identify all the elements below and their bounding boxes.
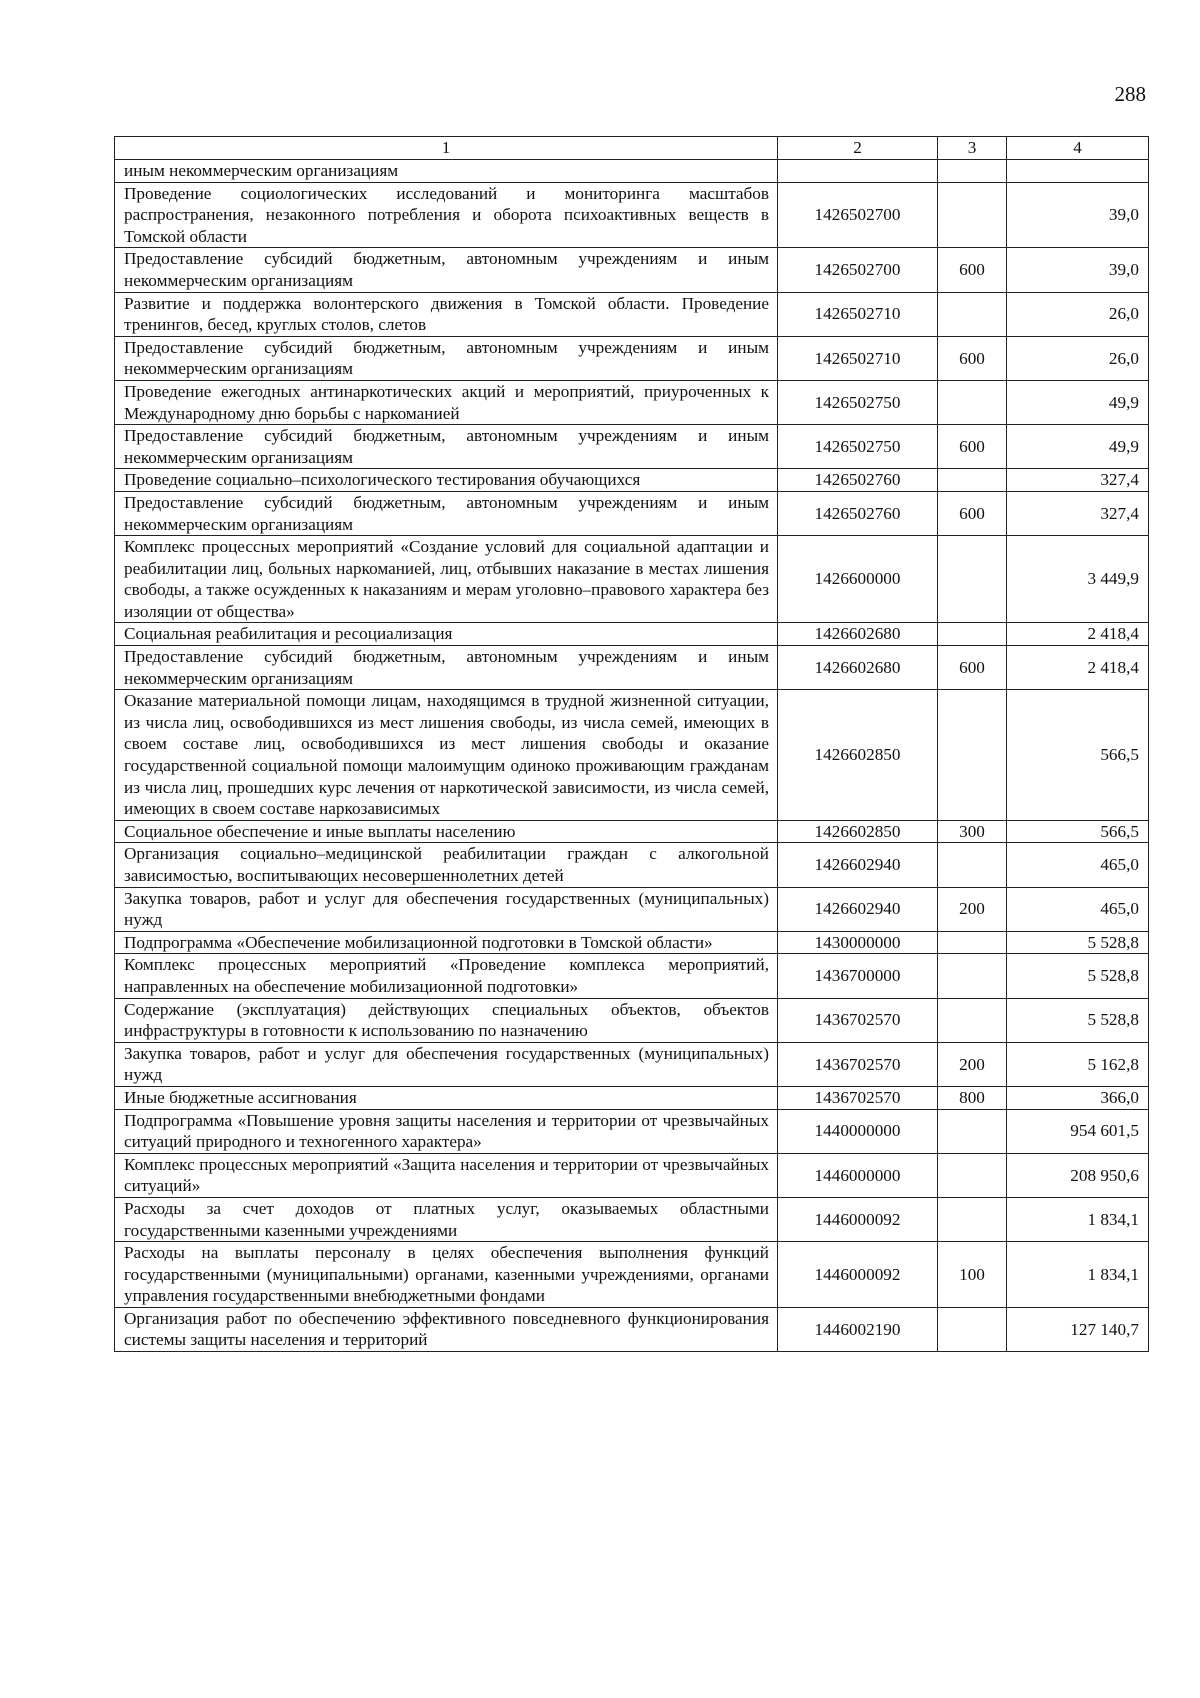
- row-type-cell: 300: [938, 820, 1007, 843]
- row-type-cell: [938, 182, 1007, 248]
- row-name-cell: Расходы за счет доходов от платных услуг, оказываемых областными государственными казенными учреждениями: [115, 1197, 778, 1241]
- row-name-cell: Оказание материальной помощи лицам, находящимся в трудной жизненной ситуации, из числа лиц, освободившихся из мест лишения свободы, из числа семей, имеющих в своем составе лиц, освободившихся из мест лишения свободы и оказание государственной социальной помощи малоимущим одиноко проживающим гражданам из числа лиц, прошедших курс лечения от наркотической зависимости, из числа семей, имеющих в своем составе наркозависимых: [115, 690, 778, 821]
- row-code-cell: 1426602680: [778, 623, 938, 646]
- header-row: [115, 137, 1149, 160]
- row-code-cell: 1436700000: [778, 954, 938, 998]
- row-type-cell: [938, 469, 1007, 492]
- row-type-cell: [938, 292, 1007, 336]
- row-code-cell: 1426602850: [778, 690, 938, 821]
- row-code-cell: 1436702570: [778, 1042, 938, 1086]
- row-type-cell: 600: [938, 248, 1007, 292]
- table-row: [115, 1109, 1149, 1153]
- row-amount-cell: 49,9: [1007, 425, 1149, 469]
- row-name-cell: Проведение социально–психологического тестирования обучающихся: [115, 469, 778, 492]
- row-amount-cell: 5 162,8: [1007, 1042, 1149, 1086]
- row-name-cell: Иные бюджетные ассигнования: [115, 1086, 778, 1109]
- row-code-cell: 1436702570: [778, 1086, 938, 1109]
- row-amount-cell: 327,4: [1007, 469, 1149, 492]
- row-amount-cell: 2 418,4: [1007, 646, 1149, 690]
- table-row: [115, 248, 1149, 292]
- row-type-cell: 600: [938, 425, 1007, 469]
- table-row: [115, 1197, 1149, 1241]
- row-code-cell: 1426602680: [778, 646, 938, 690]
- row-type-cell: [938, 623, 1007, 646]
- row-type-cell: 100: [938, 1242, 1007, 1308]
- row-type-cell: [938, 1197, 1007, 1241]
- row-name-cell: Содержание (эксплуатация) действующих специальных объектов, объектов инфраструктуры в готовности к использованию по назначению: [115, 998, 778, 1042]
- row-amount-cell: 465,0: [1007, 887, 1149, 931]
- row-code-cell: 1436702570: [778, 998, 938, 1042]
- row-name-cell: Развитие и поддержка волонтерского движения в Томской области. Проведение тренингов, бесед, круглых столов, слетов: [115, 292, 778, 336]
- row-code-cell: 1430000000: [778, 931, 938, 954]
- table-row: [115, 1242, 1149, 1308]
- row-code-cell: 1426502710: [778, 292, 938, 336]
- row-code-cell: 1446002190: [778, 1307, 938, 1351]
- row-amount-cell: 366,0: [1007, 1086, 1149, 1109]
- table-row: [115, 1153, 1149, 1197]
- row-amount-cell: 39,0: [1007, 182, 1149, 248]
- row-code-cell: 1426502750: [778, 380, 938, 424]
- row-type-cell: [938, 843, 1007, 887]
- table-row: [115, 491, 1149, 535]
- row-name-cell: Закупка товаров, работ и услуг для обеспечения государственных (муниципальных) нужд: [115, 1042, 778, 1086]
- row-type-cell: [938, 536, 1007, 623]
- row-amount-cell: 1 834,1: [1007, 1242, 1149, 1308]
- row-type-cell: [938, 931, 1007, 954]
- row-amount-cell: 49,9: [1007, 380, 1149, 424]
- row-code-cell: 1426502700: [778, 248, 938, 292]
- row-type-cell: [938, 1109, 1007, 1153]
- row-name-cell: иным некоммерческим организациям: [115, 160, 778, 183]
- row-name-cell: Социальное обеспечение и иные выплаты населению: [115, 820, 778, 843]
- row-name-cell: Закупка товаров, работ и услуг для обеспечения государственных (муниципальных) нужд: [115, 887, 778, 931]
- row-type-cell: [938, 380, 1007, 424]
- row-type-cell: 200: [938, 1042, 1007, 1086]
- row-code-cell: 1446000000: [778, 1153, 938, 1197]
- row-name-cell: Организация работ по обеспечению эффективного повседневного функционирования системы защиты населения и территорий: [115, 1307, 778, 1351]
- row-name-cell: Предоставление субсидий бюджетным, автономным учреждениям и иным некоммерческим организациям: [115, 646, 778, 690]
- row-amount-cell: 1 834,1: [1007, 1197, 1149, 1241]
- table-row: [115, 1086, 1149, 1109]
- page-number: 288: [1114, 82, 1146, 106]
- row-amount-cell: 26,0: [1007, 336, 1149, 380]
- row-name-cell: Комплекс процессных мероприятий «Защита населения и территории от чрезвычайных ситуаций»: [115, 1153, 778, 1197]
- table-row: [115, 931, 1149, 954]
- table-row: [115, 690, 1149, 821]
- row-type-cell: 800: [938, 1086, 1007, 1109]
- row-code-cell: 1446000092: [778, 1242, 938, 1308]
- row-code-cell: 1426502700: [778, 182, 938, 248]
- row-type-cell: 200: [938, 887, 1007, 931]
- row-name-cell: Проведение социологических исследований и мониторинга масштабов распространения, незаконного потребления и оборота психоактивных веществ в Томской области: [115, 182, 778, 248]
- table-row: [115, 843, 1149, 887]
- row-type-cell: 600: [938, 336, 1007, 380]
- header-column-3: 3: [938, 137, 1007, 160]
- table-row: [115, 887, 1149, 931]
- row-code-cell: 1426502750: [778, 425, 938, 469]
- row-amount-cell: 208 950,6: [1007, 1153, 1149, 1197]
- table-row: [115, 646, 1149, 690]
- table-row: [115, 536, 1149, 623]
- row-amount-cell: [1007, 160, 1149, 183]
- row-amount-cell: 2 418,4: [1007, 623, 1149, 646]
- row-type-cell: [938, 690, 1007, 821]
- table-body: [115, 160, 1149, 1352]
- header-column-1: 1: [115, 137, 778, 160]
- row-code-cell: 1426502760: [778, 491, 938, 535]
- row-amount-cell: 39,0: [1007, 248, 1149, 292]
- row-name-cell: Проведение ежегодных антинаркотических акций и мероприятий, приуроченных к Международному дню борьбы с наркоманией: [115, 380, 778, 424]
- row-name-cell: Подпрограмма «Обеспечение мобилизационной подготовки в Томской области»: [115, 931, 778, 954]
- table-row: [115, 469, 1149, 492]
- row-amount-cell: 5 528,8: [1007, 998, 1149, 1042]
- table-row: [115, 425, 1149, 469]
- row-code-cell: 1426600000: [778, 536, 938, 623]
- table-row: [115, 1042, 1149, 1086]
- table-row: [115, 820, 1149, 843]
- header-column-2: 2: [778, 137, 938, 160]
- budget-table: [114, 136, 1149, 1352]
- row-code-cell: 1426502760: [778, 469, 938, 492]
- row-code-cell: 1426602940: [778, 843, 938, 887]
- row-code-cell: 1440000000: [778, 1109, 938, 1153]
- row-amount-cell: 3 449,9: [1007, 536, 1149, 623]
- table-row: [115, 1307, 1149, 1351]
- row-amount-cell: 5 528,8: [1007, 954, 1149, 998]
- row-type-cell: 600: [938, 491, 1007, 535]
- row-name-cell: Предоставление субсидий бюджетным, автономным учреждениям и иным некоммерческим организациям: [115, 425, 778, 469]
- row-amount-cell: 566,5: [1007, 820, 1149, 843]
- row-amount-cell: 26,0: [1007, 292, 1149, 336]
- row-amount-cell: 127 140,7: [1007, 1307, 1149, 1351]
- table-row: [115, 336, 1149, 380]
- table-row: [115, 954, 1149, 998]
- row-type-cell: [938, 1153, 1007, 1197]
- row-type-cell: [938, 1307, 1007, 1351]
- row-type-cell: [938, 160, 1007, 183]
- row-name-cell: Комплекс процессных мероприятий «Создание условий для социальной адаптации и реабилитации лиц, больных наркоманией, лиц, отбывших наказание в местах лишения свободы, а также осужденных к наказаниям и мерам уголовно–правового характера без изоляции от общества»: [115, 536, 778, 623]
- table-row: [115, 998, 1149, 1042]
- row-amount-cell: 566,5: [1007, 690, 1149, 821]
- row-name-cell: Предоставление субсидий бюджетным, автономным учреждениям и иным некоммерческим организациям: [115, 491, 778, 535]
- row-name-cell: Социальная реабилитация и ресоциализация: [115, 623, 778, 646]
- row-amount-cell: 327,4: [1007, 491, 1149, 535]
- row-name-cell: Организация социально–медицинской реабилитации граждан с алкогольной зависимостью, воспитывающих несовершеннолетних детей: [115, 843, 778, 887]
- row-code-cell: 1446000092: [778, 1197, 938, 1241]
- header-column-4: 4: [1007, 137, 1149, 160]
- row-type-cell: [938, 954, 1007, 998]
- row-amount-cell: 5 528,8: [1007, 931, 1149, 954]
- table-row: [115, 182, 1149, 248]
- table-row: [115, 380, 1149, 424]
- row-name-cell: Предоставление субсидий бюджетным, автономным учреждениям и иным некоммерческим организациям: [115, 248, 778, 292]
- row-code-cell: 1426502710: [778, 336, 938, 380]
- row-code-cell: [778, 160, 938, 183]
- row-amount-cell: 465,0: [1007, 843, 1149, 887]
- row-name-cell: Предоставление субсидий бюджетным, автономным учреждениям и иным некоммерческим организациям: [115, 336, 778, 380]
- row-code-cell: 1426602940: [778, 887, 938, 931]
- row-name-cell: Расходы на выплаты персоналу в целях обеспечения выполнения функций государственными (муниципальными) органами, казенными учреждениями, органами управления государственными внебюджетными фондами: [115, 1242, 778, 1308]
- table-row: [115, 292, 1149, 336]
- row-name-cell: Комплекс процессных мероприятий «Проведение комплекса мероприятий, направленных на обеспечение мобилизационной подготовки»: [115, 954, 778, 998]
- row-amount-cell: 954 601,5: [1007, 1109, 1149, 1153]
- row-code-cell: 1426602850: [778, 820, 938, 843]
- table-row: [115, 623, 1149, 646]
- row-name-cell: Подпрограмма «Повышение уровня защиты населения и территории от чрезвычайных ситуаций природного и техногенного характера»: [115, 1109, 778, 1153]
- row-type-cell: [938, 998, 1007, 1042]
- row-type-cell: 600: [938, 646, 1007, 690]
- table-row: [115, 160, 1149, 183]
